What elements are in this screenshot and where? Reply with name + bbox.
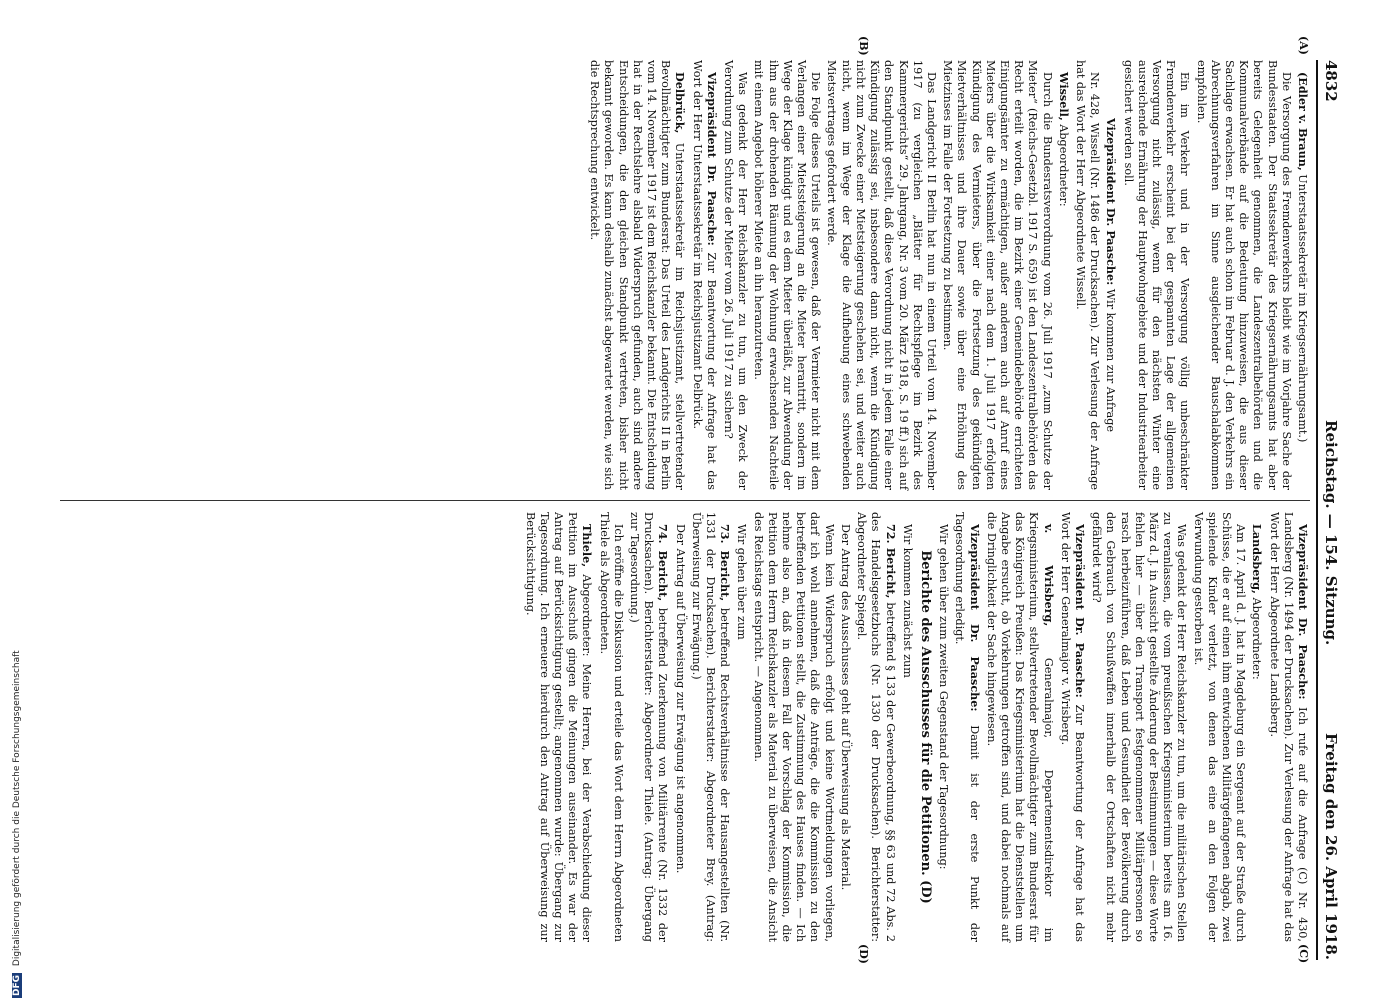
speaker-name: 72. Bericht, bbox=[883, 524, 898, 599]
paragraph-text: Damit ist der erste Punkt der Tagesordnung erledigt. bbox=[953, 512, 981, 942]
page-number: 4832 bbox=[1322, 60, 1340, 102]
paragraph-text: Abgeordneter: bbox=[1250, 597, 1264, 680]
paragraph-text: Ich rufe auf die Anfrage (C) Nr. 430, Landsberg (Nr. 1494 der Drucksachen). Zur Verlesung der Anfrage hat das Wort der Herr Abgeordnete Landsberg. bbox=[1267, 512, 1309, 942]
paragraph bbox=[734, 512, 748, 942]
paragraph bbox=[689, 60, 718, 490]
paragraph bbox=[838, 512, 852, 942]
paragraph bbox=[1266, 512, 1310, 942]
paragraph bbox=[1295, 60, 1310, 490]
paragraph-text: Zur Beantwortung der Anfrage hat das Wort der Herr Unterstaatssekretär im Reichsjustizamt Delbrück. bbox=[690, 60, 718, 490]
paragraph bbox=[900, 512, 914, 942]
speaker-name: Vizepräsident Dr. Paasche: bbox=[1072, 524, 1087, 698]
paragraph bbox=[1120, 60, 1191, 490]
paragraph-text: Wir gehen über zum zweiten Gegenstand der Tagesordnung: bbox=[937, 524, 951, 870]
paragraph-text: Was gedenkt der Herr Reichskanzler zu tun, um die militärischen Stellen zu veranlassen, die vom preußischen Kriegsministerium bereits am 16. März d. J. in Aussicht gestellte Änderung der Bestimmungen — diese Worte fehlen hier — über den Transport festgenommener Militärpersonen so rasch herbeizuführen, daß Leben und Gesundheit der Bevölkerung durch den Gebrauch von Schußwaffen innerhalb der Ortschaften nicht mehr gefährdet wird? bbox=[1090, 512, 1189, 942]
margin-mark-b: (B) bbox=[857, 36, 870, 56]
paragraph-text: Das Landgericht II Berlin hat nun in einem Urteil vom 14. November 1917 (zu vergleichen „Blätter für Rechtspflege im Bezirk des Kammergerichts“ 29. Jahrgang, Nr. 3 vom 20. März 1918, S. 19 ff.) sich auf den Standpunkt gestellt, daß diese Verordnung nicht in jedem Falle einer Kündigung zulässig sei, insbesondere dann nicht, wenn die Kündigung nicht zum Zwecke einer Mietsteigerung geschehen sei, und weiter auch nicht, wenn im Wege der Klage die Aufhebung eines schwebenden Mietsvertrages gefordert werde. bbox=[825, 60, 938, 490]
running-header bbox=[1316, 60, 1340, 960]
left-column bbox=[585, 60, 1310, 490]
paragraph-text: Nr. 428, Wissell (Nr. 1486 der Drucksachen). Zur Verlesung der Anfrage hat das Wort der Herr Abgeordnete Wissell. bbox=[1073, 60, 1102, 490]
paragraph-text: Wir kommen zunächst zum bbox=[900, 524, 914, 678]
speaker-name: Thiele, bbox=[580, 524, 595, 568]
paragraph-text: Die Folge dieses Urteils ist gewesen, daß der Vermieter nicht mit dem Verlangen einer Mietssteigerung an die Mieter herantritt, sondern im Wege der Klage kündigt und es dem Mieter überläßt, zur Abwendung der ihm aus der drohenden Räumung der Wohnung erwachsenden Nachteile mit einem Angebot höherer Miete an ihn heranzutreten. bbox=[752, 60, 823, 490]
speaker-name: Vizepräsident Dr. Paasche: bbox=[1296, 524, 1310, 700]
paragraph bbox=[587, 60, 687, 490]
speaker-name: Vizepräsident Dr. Paasche: bbox=[1104, 117, 1119, 286]
paragraph-text: Der Antrag auf Überweisung zur Erwägung ist angenommen. bbox=[673, 524, 687, 874]
paragraph-text: Der Antrag des Ausschusses geht auf Überweisung als Material. bbox=[838, 524, 852, 891]
paragraph-text: Wir gehen über zum bbox=[735, 524, 749, 640]
speaker-name: v. Wrisberg, bbox=[1041, 524, 1056, 627]
speaker-name: 74. Bericht, bbox=[656, 524, 671, 602]
paragraph-text: betreffend Rechtsverhältnisse der Hausangestellten (Nr. 1331 der Drucksachen). Berichterstatter: Abgeordneter Brey. (Antrag: Überweisung zur Erwägung.) bbox=[689, 512, 732, 943]
paragraph bbox=[952, 512, 981, 942]
paragraph-text: betreffend Zuerkennung von Militärrente (Nr. 1332 der Drucksachen). Berichterstatter: Abgeordneter Thiele. (Antrag: Übergang zur Tagesordnung.) bbox=[628, 512, 670, 942]
paragraph bbox=[1190, 512, 1247, 942]
section-heading: Berichte des Ausschusses für die Petitionen. (D) bbox=[917, 550, 933, 904]
paragraph-text: Wenn kein Widerspruch erfolgt und keine Wortmeldungen vorliegen, darf ich wohl annehmen, daß die Anträge, die die Kommission zu den betreffenden Petitionen stellt, die Zustimmung des Hauses finden. — Ich nehme also an, daß in diesem Fall der Vorschlag der Kommission, die Petition dem Herrn Reichskanzler als Material zu überweisen, die Ansicht des Reichstags entspricht. — Angenommen. bbox=[751, 512, 836, 942]
paragraph bbox=[984, 512, 1056, 942]
margin-mark-a: (A) bbox=[1297, 36, 1310, 55]
paragraph-text: Generalmajor, Departementsdirektor im Kriegsministerium, stellvertretender Bevollmächtigter zum Bundesrat für das Königreich Preußen: Das Kriegsministerium hat die Dienststellen um Angabe ersucht, ob Vorkehrungen getroffen sind, und dabei nochmals auf die Dringlichkeit der Sache hingewiesen. bbox=[984, 512, 1055, 942]
paragraph-text: Ich eröffne die Diskussion und erteile das Wort dem Herrn Abgeordneten Thiele als Abgeordneten. bbox=[597, 512, 625, 942]
speaker-name: (Edler v. Braun, bbox=[1296, 72, 1310, 171]
paragraph bbox=[1089, 512, 1188, 942]
rotated-content bbox=[70, 36, 1340, 964]
speaker-name: Vizepräsident Dr. Paasche: bbox=[704, 72, 719, 246]
paragraph bbox=[627, 512, 671, 942]
paragraph bbox=[751, 60, 822, 490]
paragraph bbox=[824, 60, 938, 490]
speaker-name: 73. Bericht, bbox=[718, 524, 733, 602]
speaker-name: Landsberg, bbox=[1250, 524, 1265, 594]
paragraph bbox=[689, 512, 733, 942]
header-title: Reichstag. — 154. Sitzung. bbox=[1322, 420, 1340, 646]
paragraph-text: Durch die Bundesratsverordnung vom 26. Juli 1917 „zum Schutze der Mieter“ (Reichs-Gesetzbl. 1917 S. 659) ist den Landeszentralbehörden das Recht erteilt worden, die im Bezirk einer Gemeindebehörde errichteten Einigungsämter zu ermächtigen, außer anderem auch auf Anruf eines Mieters über die Wirksamkeit einer nach dem 1. Juli 1917 erfolgten Kündigung des Vermieters, über die Fortsetzung des gekündigten Mietverhältnisses und ihre Dauer sowie über eine Erhöhung des Mietzinses im Falle der Fortsetzung zu bestimmen. bbox=[941, 60, 1054, 490]
paragraph-text: Unterstaatssekretär im Kriegsernährungsamt.) bbox=[1296, 174, 1309, 443]
paragraph-text: Was gedenkt der Herr Reichskanzler zu tun, um den Zweck der Verordnung zum Schutze der Mieter vom 26. Juli 1917 zu sichern? bbox=[722, 60, 750, 490]
margin-mark-c: (C) bbox=[1297, 944, 1310, 964]
paragraph bbox=[596, 512, 624, 942]
paragraph-text: Die Versorgung des Fremdenverkehrs bleibt wie im Vorjahre Sache der Bundesstaaten. Der Staatssekretär des Kriegsernährungsamts hat aber bereits Gelegenheit genommen, die Landeszentralbehörden und die Kommunalverbände auf die Bedeutung hinzuweisen, die aus dieser Sachlage erwachsen. Er hat auch schon im Februar d. J. den Verkehrs ein Abrechnungsverfahren im Sinne ausgleichender Bauschalabkommen empfohlen. bbox=[1194, 60, 1293, 490]
speaker-name: Delbrück, bbox=[673, 72, 688, 134]
paragraph-text: Unterstaatssekretär im Reichsjustizamt, stellvertretender Bevollmächtigter zum Bundesrat: Das Urteil des Landgerichts II in Berlin vom 14. November 1917 ist dem Reichskanzler bekannt. Die Entscheidung hat in der Rechtslehre alsbald Widerspruch gefunden, auch sind andere Entscheidungen, die den gleichen Standpunkt vertreten, bisher nicht bekannt geworden. Es kann deshalb zunächst abgewartet werden, wie sich die Rechtsprechung entwickelt. bbox=[588, 60, 687, 490]
paragraph-text: Ein im Verkehr und in der Versorgung völlig unbeschränkter Fremdenverkehr erscheint bei der gespannten Lage der allgemeinen Versorgung nicht zulässig, wenn für den nächsten Winter eine ausreichende Ernährung der Hauptwohngebiete und der Industriearbeiter gesichert werden soll. bbox=[1121, 60, 1192, 490]
paragraph bbox=[1193, 60, 1292, 490]
paragraph bbox=[522, 512, 594, 942]
paragraph-text: betreffend § 133 der Gewerbeordnung, §§ 63 und 72 Abs. 2 des Handelsgesetzbuchs (Nr. 1330 der Drucksachen). Berichterstatter: Abgeordneter Spiegel. bbox=[855, 512, 897, 942]
speaker-name: Wissell, bbox=[1056, 72, 1071, 121]
speaker-name: Vizepräsident Dr. Paasche: bbox=[967, 524, 982, 712]
paragraph bbox=[940, 60, 1054, 490]
paragraph bbox=[750, 512, 835, 942]
paragraph bbox=[1103, 60, 1118, 490]
paragraph bbox=[1056, 60, 1071, 490]
header-date: Freitag den 26. April 1918. bbox=[1322, 733, 1340, 960]
sidebar-note-text: Digitalisierung gefördert durch die Deutsche Forschungsgemeinschaft bbox=[12, 650, 22, 967]
right-column bbox=[520, 512, 1310, 942]
paragraph bbox=[721, 60, 749, 490]
paragraph bbox=[854, 512, 898, 942]
paragraph bbox=[1249, 512, 1264, 942]
paragraph-text: Abgeordneter: Meine Herren, bei der Verabschiedung dieser Petition im Ausschuß gingen die Meinungen auseinander. Es war der Antrag auf Berücksichtigung gestellt; angenommen wurde: Übergang zur Tagesordnung. Ich erneuere hierdurch den Antrag auf Überweisung zur Berücksichtigung. bbox=[523, 512, 594, 942]
paragraph-text: Am 17. April d. J. hat in Magdeburg ein Sergeant auf der Straße durch Schüsse, die er auf einen ihm entwichenen Militärgefangenen abgab, zwei spielende Kinder verletzt, von denen das eine an den Folgen der Verwundung gestorben ist. bbox=[1191, 512, 1248, 942]
paragraph bbox=[672, 512, 686, 942]
column-divider bbox=[60, 500, 1310, 501]
paragraph-text: Abgeordneter: bbox=[1056, 124, 1070, 207]
paragraph bbox=[1058, 512, 1087, 942]
paragraph bbox=[1073, 60, 1101, 490]
sidebar-note bbox=[12, 0, 26, 998]
paragraph bbox=[936, 512, 950, 942]
paragraph-text: Wir kommen zur Anfrage bbox=[1104, 288, 1118, 433]
dfg-logo: DFG bbox=[12, 974, 22, 996]
paragraph-text: Zur Beantwortung der Anfrage hat das Wort der Herr Generalmajor v. Wrisberg. bbox=[1058, 512, 1086, 942]
margin-mark-d: (D) bbox=[857, 944, 870, 964]
